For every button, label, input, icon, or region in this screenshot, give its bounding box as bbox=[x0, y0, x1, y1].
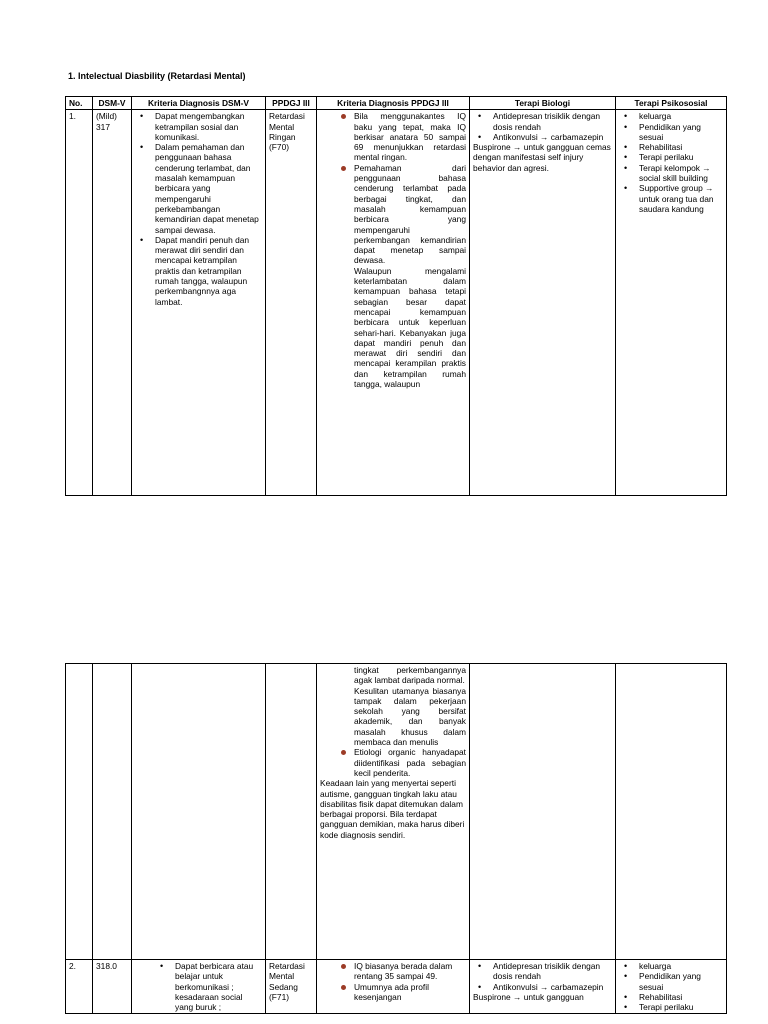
ppdgj-criteria-item: Etiologi organic hanyadapat diidentifikasi pada sebagian kecil penderita. bbox=[354, 747, 466, 778]
terapi-psikososial-cell bbox=[616, 110, 727, 496]
ppdgj-criteria-note: Keadaan lain yang menyertai seperti autisme, gangguan tingkah laku atau disabilitas fisik dapat ditemukan dalam berbagai proporsi. Bila terdapat gangguan demikian, maka harus diberi kode diagnosis sendiri. bbox=[320, 778, 465, 840]
row-number: 2. bbox=[66, 960, 93, 1014]
dsm-criteria-cell bbox=[132, 664, 266, 960]
psikososial-item: • Terapi perilaku bbox=[639, 1002, 723, 1012]
ppdgj-code: Retardasi Mental Ringan (F70) bbox=[266, 110, 317, 496]
section-heading: 1. Intelectual Diasbility (Retardasi Mental) bbox=[68, 71, 246, 81]
terapi-biologi-cell bbox=[470, 110, 616, 496]
biologi-item: • Antidepresan trisiklik dengan dosis rendah bbox=[493, 111, 612, 132]
psikososial-item: • Terapi kelompok → social skill building bbox=[639, 163, 723, 184]
psikososial-item: • Terapi perilaku bbox=[639, 152, 723, 162]
col-header-dsm: DSM-V bbox=[93, 97, 132, 110]
biologi-note: Buspirone → untuk gangguan cemas dengan manifestasi self injury behavior dan agresi. bbox=[473, 142, 611, 173]
psikososial-item: • Supportive group → untuk orang tua dan saudara kandung bbox=[639, 183, 723, 214]
dsm-code bbox=[93, 664, 132, 960]
dsm-code: 318.0 bbox=[93, 960, 132, 1014]
ppdgj-criteria-cell bbox=[317, 110, 470, 496]
dsm-criteria-item: • Dalam pemahaman dan penggunaan bahasa cenderung terlambat, dan masalah kemampuan berbicara yang mempengaruhi perkebambangan kemandirian dapat menetap sampai dewasa. bbox=[155, 142, 262, 235]
ppdgj-criteria-item: Umumnya ada profil kesenjangan bbox=[354, 982, 466, 1003]
biologi-note: Buspirone → untuk gangguan bbox=[473, 991, 584, 1002]
ppdgj-criteria-cell bbox=[317, 960, 470, 1014]
psikososial-item: • keluarga bbox=[639, 111, 723, 121]
table-header-row bbox=[66, 97, 727, 110]
dsm-criteria-cell bbox=[132, 110, 266, 496]
row-number bbox=[66, 664, 93, 960]
dsm-criteria-item: • Dapat mandiri penuh dan merawat diri sendiri dan mencapai ketrampilan praktis dan ketrampilan rumah tangga, walaupun perkembangnnya aga lambat. bbox=[155, 235, 262, 307]
ppdgj-criteria-item: Bila menggunakantes IQ baku yang tepat, maka IQ berkisar anatara 50 sampai 69 menunjukkan retardasi mental ringan. bbox=[354, 111, 466, 163]
col-header-dsm-criteria: Kriteria Diagnosis DSM-V bbox=[132, 97, 266, 110]
terapi-biologi-cell bbox=[470, 960, 616, 1014]
table-row bbox=[66, 110, 727, 496]
col-header-ppdgj: PPDGJ III bbox=[266, 97, 317, 110]
psikososial-item: • keluarga bbox=[639, 961, 723, 971]
col-header-no: No. bbox=[66, 97, 93, 110]
dsm-criteria-item: • Dapat berbicara atau belajar untuk berkomunikasi ; kesadaraan social yang buruk ; bbox=[175, 961, 262, 1012]
psikososial-item: • Rehabilitasi bbox=[639, 142, 723, 152]
col-header-terapi-biologi: Terapi Biologi bbox=[470, 97, 616, 110]
ppdgj-criteria-continuation: Walaupun mengalami keterlambatan dalam kemampuan bahasa tetapi sebagian besar dapat mencapai kemampuan berbicara untuk keperluan sehari-hari. Kebanyakan juga dapat mandiri penuh dan merawat diri sendiri dan mencapai kerampilan praktis dan ketrampilan rumah tangga, walaupun bbox=[354, 265, 466, 390]
col-header-ppdgj-criteria: Kriteria Diagnosis PPDGJ III bbox=[317, 97, 470, 110]
psikososial-item: • Rehabilitasi bbox=[639, 992, 723, 1002]
ppdgj-criteria-item: IQ biasanya berada dalam rentang 35 sampai 49. bbox=[354, 961, 466, 982]
table-row bbox=[66, 960, 727, 1014]
diagnosis-table bbox=[65, 96, 727, 496]
dsm-criteria-cell bbox=[132, 960, 266, 1014]
dsm-criteria-item: • Dapat mengembangkan ketrampilan sosial dan komunikasi. bbox=[155, 111, 262, 142]
ppdgj-code bbox=[266, 664, 317, 960]
terapi-psikososial-cell bbox=[616, 960, 727, 1014]
diagnosis-table-continued bbox=[65, 663, 727, 1014]
col-header-terapi-psikososial: Terapi Psikososial bbox=[616, 97, 727, 110]
biologi-item: • Antidepresan trisiklik dengan dosis rendah bbox=[493, 961, 612, 982]
row-number: 1. bbox=[66, 110, 93, 496]
ppdgj-criteria-paragraph: Kesulitan utamanya biasanya tampak dalam pekerjaan sekolah yang bersifat akademik, dan banyak masalah khusus dalam membaca dan menulis bbox=[354, 685, 466, 748]
ppdgj-criteria-cell bbox=[317, 664, 470, 960]
psikososial-item: • Pendidikan yang sesuai bbox=[639, 971, 723, 992]
psikososial-item: • Pendidikan yang sesuai bbox=[639, 122, 723, 143]
terapi-biologi-cell bbox=[470, 664, 616, 960]
table-row bbox=[66, 664, 727, 960]
biologi-item: • Antikonvulsi → carbamazepin bbox=[493, 132, 612, 142]
dsm-code: (Mild) 317 bbox=[93, 110, 132, 496]
ppdgj-criteria-item: Pemahaman dari penggunaan bahasa cenderung terlambat pada berbagai tingkat, dan masalah kemampuan berbicara yang mempengaruhi perkembangan kemandirian dapat menetap sampai dewasa. bbox=[354, 162, 466, 266]
ppdgj-code: Retardasi Mental Sedang (F71) bbox=[266, 960, 317, 1014]
terapi-psikososial-cell bbox=[616, 664, 727, 960]
biologi-item: • Antikonvulsi → carbamazepin bbox=[493, 982, 612, 992]
ppdgj-criteria-continuation: tingkat perkembangannya agak lambat daripada normal. bbox=[354, 665, 466, 686]
